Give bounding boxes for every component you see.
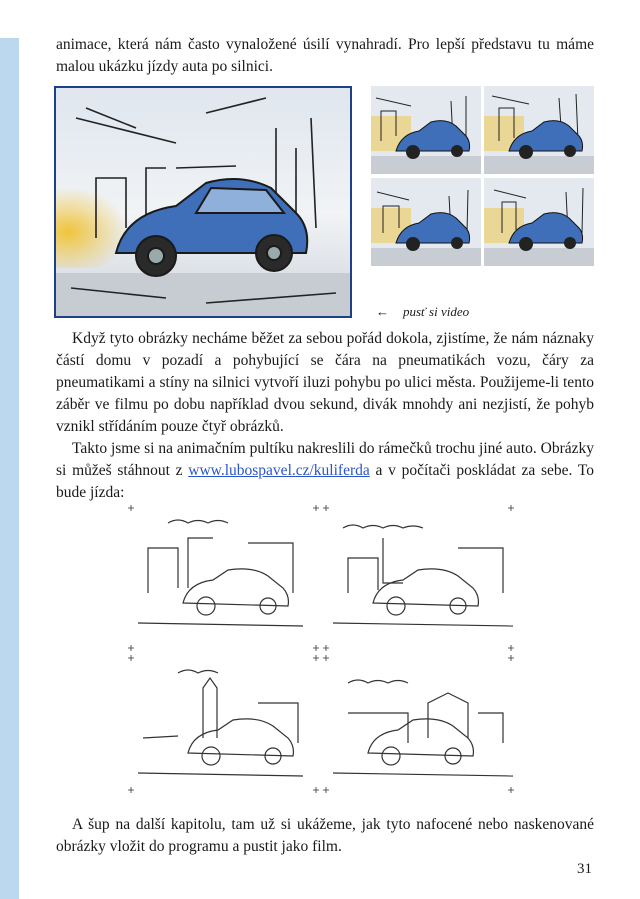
paragraph-3 [56, 438, 594, 504]
intro-paragraph: animace, která nám často vynaložené úsilí vynahradí. Pro lepší představu tu máme malou ukázku jízdy auta po silnici. [56, 36, 594, 75]
main-car-illustration[interactable] [54, 86, 352, 318]
frame-thumbnail-4[interactable] [484, 178, 594, 266]
frame-thumbnail-2[interactable] [484, 86, 594, 174]
frame-thumbnail-1[interactable] [371, 86, 481, 174]
page-sidebar-stripe [0, 38, 19, 899]
car-drawing-large [56, 88, 350, 316]
paragraph-2: Když tyto obrázky necháme běžet za sebou pořád dokola, zjistíme, že nám náznaky částí domu v pozadí a pohybující se čára na pneumatikách vozu, čáry za pneumatikami a stíny na silnici vytvoří iluzi pohybu po ulici města. Použijeme-li tento záběr ve filmu po dobu například dvou sekund, divák mnohdy ani nezjistí, že pohyb vznikl střídáním pouze čtyř obrázků. [56, 330, 594, 435]
car-frame-4-drawing [484, 178, 594, 266]
video-caption[interactable] [376, 304, 469, 320]
line-art-frames [118, 498, 528, 798]
page-number: 31 [577, 861, 592, 877]
paragraph-3-text-start: Takto jsme si na animačním pultíku nakreslili do rámečků trochu jiné auto. Obrázky si můžeš stáhnout z [56, 440, 594, 479]
paragraph-4: A šup na další kapitolu, tam už si ukážeme, jak tyto nafocené nebo naskenované obrázky vložit do programu a pustit jako film. [56, 816, 594, 855]
paragraph-3-text-end: a v počítači poskládat za sebe. To bude jízda: [56, 462, 594, 501]
car-frame-1-drawing [371, 86, 481, 174]
arrow-left-icon: ← [376, 304, 389, 319]
car-frame-2-drawing [484, 86, 594, 174]
video-caption-text: pusť si video [403, 304, 470, 319]
kuliferda-link[interactable]: www.lubospavel.cz/kuliferda [188, 462, 370, 479]
four-sketch-frames-drawing [118, 498, 528, 798]
frame-thumbnail-3[interactable] [371, 178, 481, 266]
car-frame-3-drawing [371, 178, 481, 266]
